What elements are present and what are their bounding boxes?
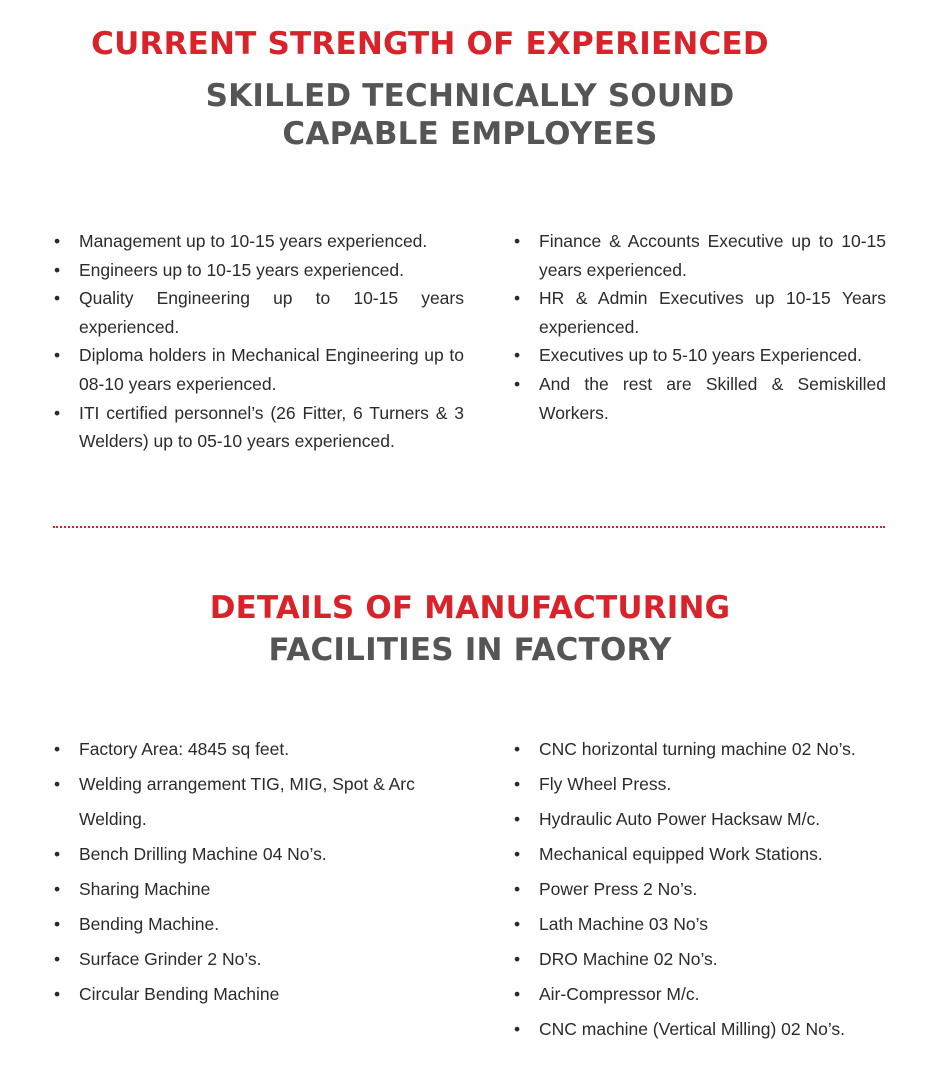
section1-title-red: CURRENT STRENGTH OF EXPERIENCED bbox=[91, 26, 769, 62]
list-item: • HR & Admin Executives up 10-15 Years experienced. bbox=[514, 284, 886, 341]
list-item: • Air-Compressor M/c. bbox=[514, 977, 914, 1012]
bullet-icon: • bbox=[514, 914, 521, 934]
list-item: • Bending Machine. bbox=[54, 907, 474, 942]
bullet-icon: • bbox=[514, 844, 521, 864]
bullet-icon: • bbox=[514, 231, 521, 251]
list-item: • Welding arrangement TIG, MIG, Spot & Arc Welding. bbox=[54, 767, 474, 837]
bullet-icon: • bbox=[514, 949, 521, 969]
bullet-icon: • bbox=[514, 739, 521, 759]
bullet-icon: • bbox=[514, 879, 521, 899]
bullet-icon: • bbox=[54, 774, 61, 794]
bullet-icon: • bbox=[514, 288, 521, 309]
bullet-icon: • bbox=[54, 231, 61, 251]
list-item: • Circular Bending Machine bbox=[54, 977, 474, 1012]
bullet-icon: • bbox=[514, 809, 521, 829]
list-item: • CNC machine (Vertical Milling) 02 No’s. bbox=[514, 1012, 914, 1047]
bullet-icon: • bbox=[54, 949, 61, 969]
list-item: • And the rest are Skilled & Semiskilled Workers. bbox=[514, 370, 886, 427]
bullet-icon: • bbox=[514, 1019, 521, 1039]
bullet-icon: • bbox=[54, 984, 61, 1004]
bullet-icon: • bbox=[514, 984, 521, 1004]
list-item: • DRO Machine 02 No’s. bbox=[514, 942, 914, 977]
bullet-icon: • bbox=[54, 288, 61, 309]
bullet-icon: • bbox=[54, 914, 61, 934]
list-item: • Hydraulic Auto Power Hacksaw M/c. bbox=[514, 802, 914, 837]
bullet-icon: • bbox=[54, 844, 61, 864]
staff-list-left bbox=[54, 227, 464, 456]
list-item: • Bench Drilling Machine 04 No’s. bbox=[54, 837, 474, 872]
facilities-list-left bbox=[54, 732, 474, 1012]
list-item: • Quality Engineering up to 10-15 years experienced. bbox=[54, 284, 464, 341]
section2-title-gray: FACILITIES IN FACTORY bbox=[268, 632, 672, 668]
list-item: • Diploma holders in Mechanical Engineering up to 08-10 years experienced. bbox=[54, 341, 464, 398]
list-item: • CNC horizontal turning machine 02 No’s. bbox=[514, 732, 914, 767]
section2-title-red: DETAILS OF MANUFACTURING bbox=[209, 590, 731, 626]
list-item: • Surface Grinder 2 No’s. bbox=[54, 942, 474, 977]
list-item: • Finance & Accounts Executive up to 10-15 years experienced. bbox=[514, 227, 886, 284]
list-item: • Management up to 10-15 years experienced. bbox=[54, 227, 464, 256]
section1-title-line2: CAPABLE EMPLOYEES bbox=[282, 116, 658, 152]
staff-list-right bbox=[514, 227, 886, 427]
bullet-icon: • bbox=[54, 879, 61, 899]
list-item: • Fly Wheel Press. bbox=[514, 767, 914, 802]
list-item: • Executives up to 5-10 years Experienced. bbox=[514, 341, 886, 370]
bullet-icon: • bbox=[514, 373, 521, 394]
list-item: • Sharing Machine bbox=[54, 872, 474, 907]
bullet-icon: • bbox=[54, 259, 61, 280]
bullet-icon: • bbox=[514, 774, 521, 794]
list-item: • Engineers up to 10-15 years experienced. bbox=[54, 256, 464, 285]
facilities-list-right bbox=[514, 732, 914, 1047]
list-item: • ITI certified personnel’s (26 Fitter, 6 Turners & 3 Welders) up to 05-10 years experienced. bbox=[54, 399, 464, 456]
dotted-divider bbox=[53, 526, 885, 528]
list-item: • Power Press 2 No’s. bbox=[514, 872, 914, 907]
bullet-icon: • bbox=[54, 345, 61, 366]
section1-title-line1: SKILLED TECHNICALLY SOUND bbox=[205, 78, 735, 114]
bullet-icon: • bbox=[54, 739, 61, 759]
bullet-icon: • bbox=[514, 345, 521, 366]
list-item: • Mechanical equipped Work Stations. bbox=[514, 837, 914, 872]
list-item: • Factory Area: 4845 sq feet. bbox=[54, 732, 474, 767]
list-item: • Lath Machine 03 No’s bbox=[514, 907, 914, 942]
bullet-icon: • bbox=[54, 402, 61, 423]
